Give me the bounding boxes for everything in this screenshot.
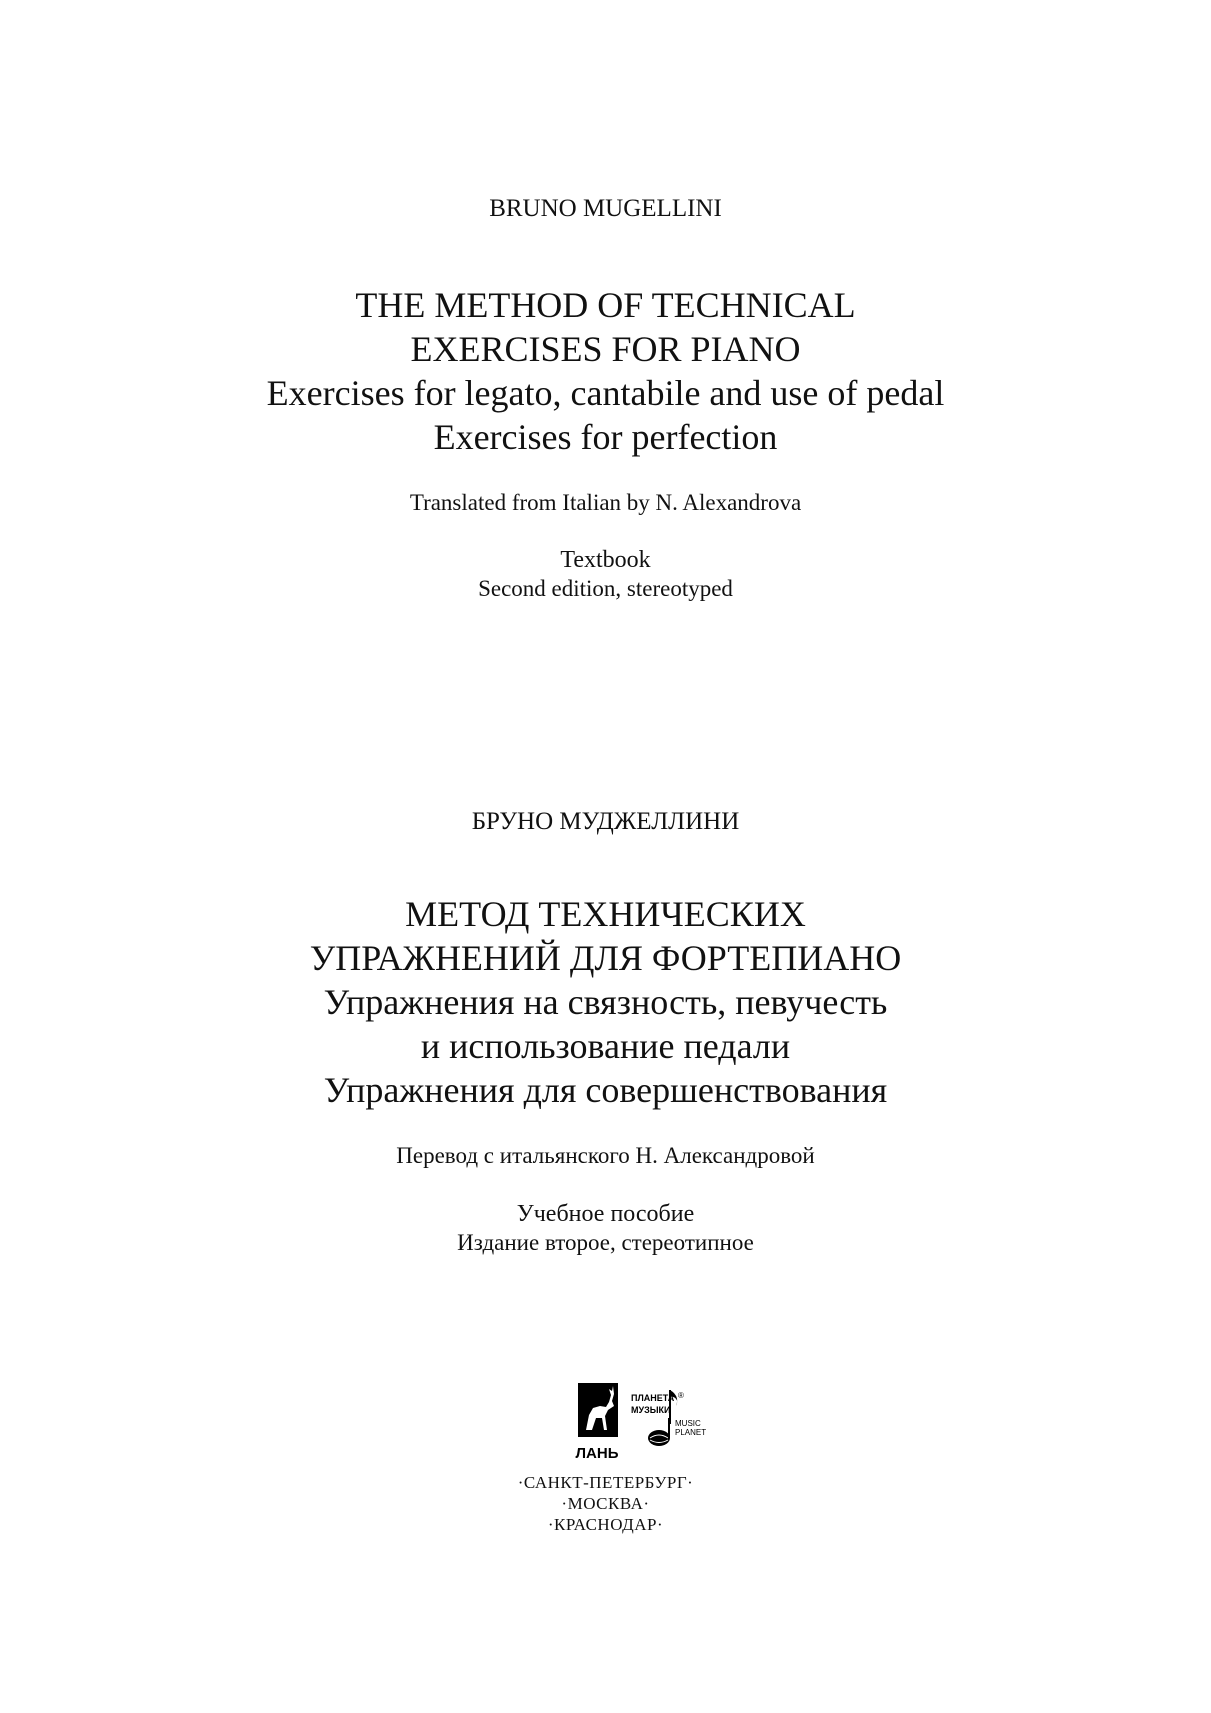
edition-english: Second edition, stereotyped [478, 576, 733, 601]
city-line-3: ·КРАСНОДАР· [547, 1515, 664, 1534]
imprint-word-1: ПЛАНЕТА [631, 1393, 675, 1403]
globe-note-icon [648, 1418, 670, 1446]
city-line-1: ·САНКТ-ПЕТЕРБУРГ· [517, 1473, 694, 1492]
lan-logo-icon [578, 1383, 618, 1437]
subtitle-ru-line-1: Упражнения на связность, певучесть [323, 982, 888, 1022]
lan-logo-text: ЛАНЬ [575, 1445, 619, 1462]
title-ru-line-2: УПРАЖНЕНИЙ ДЛЯ ФОРТЕПИАНО [309, 938, 902, 978]
translator-english: Translated from Italian by N. Alexandrova [409, 490, 802, 515]
edition-russian: Издание второе, стереотипное [457, 1230, 754, 1255]
author-english: BRUNO MUGELLINI [489, 195, 722, 222]
subtitle-ru-line-2: и использование педали [420, 1026, 791, 1066]
title-line-1: THE METHOD OF TECHNICAL [355, 285, 856, 325]
book-type-russian: Учебное пособие [516, 1201, 695, 1227]
planet-muzyki-logo [631, 1390, 706, 1446]
subtitle-ru-line-3: Упражнения для совершенствования [323, 1070, 888, 1110]
translator-russian: Перевод с итальянского Н. Александровой [396, 1143, 815, 1168]
author-russian: БРУНО МУДЖЕЛЛИНИ [471, 808, 740, 835]
publisher-logo [0, 1382, 1211, 1464]
imprint-word-3: MUSIC [675, 1419, 701, 1428]
imprint-word-4: PLANET [675, 1428, 707, 1437]
subtitle-line-2: Exercises for perfection [433, 417, 778, 457]
title-ru-line-1: МЕТОД ТЕХНИЧЕСКИХ [405, 894, 806, 934]
city-line-2: ·МОСКВА· [561, 1494, 650, 1513]
book-type-english: Textbook [560, 547, 651, 573]
title-line-2: EXERCISES FOR PIANO [410, 329, 801, 369]
subtitle-line-1: Exercises for legato, cantabile and use of pedal [266, 373, 945, 413]
imprint-word-2: МУЗЫКИ [631, 1405, 671, 1415]
registered-mark: ® [678, 1391, 684, 1400]
